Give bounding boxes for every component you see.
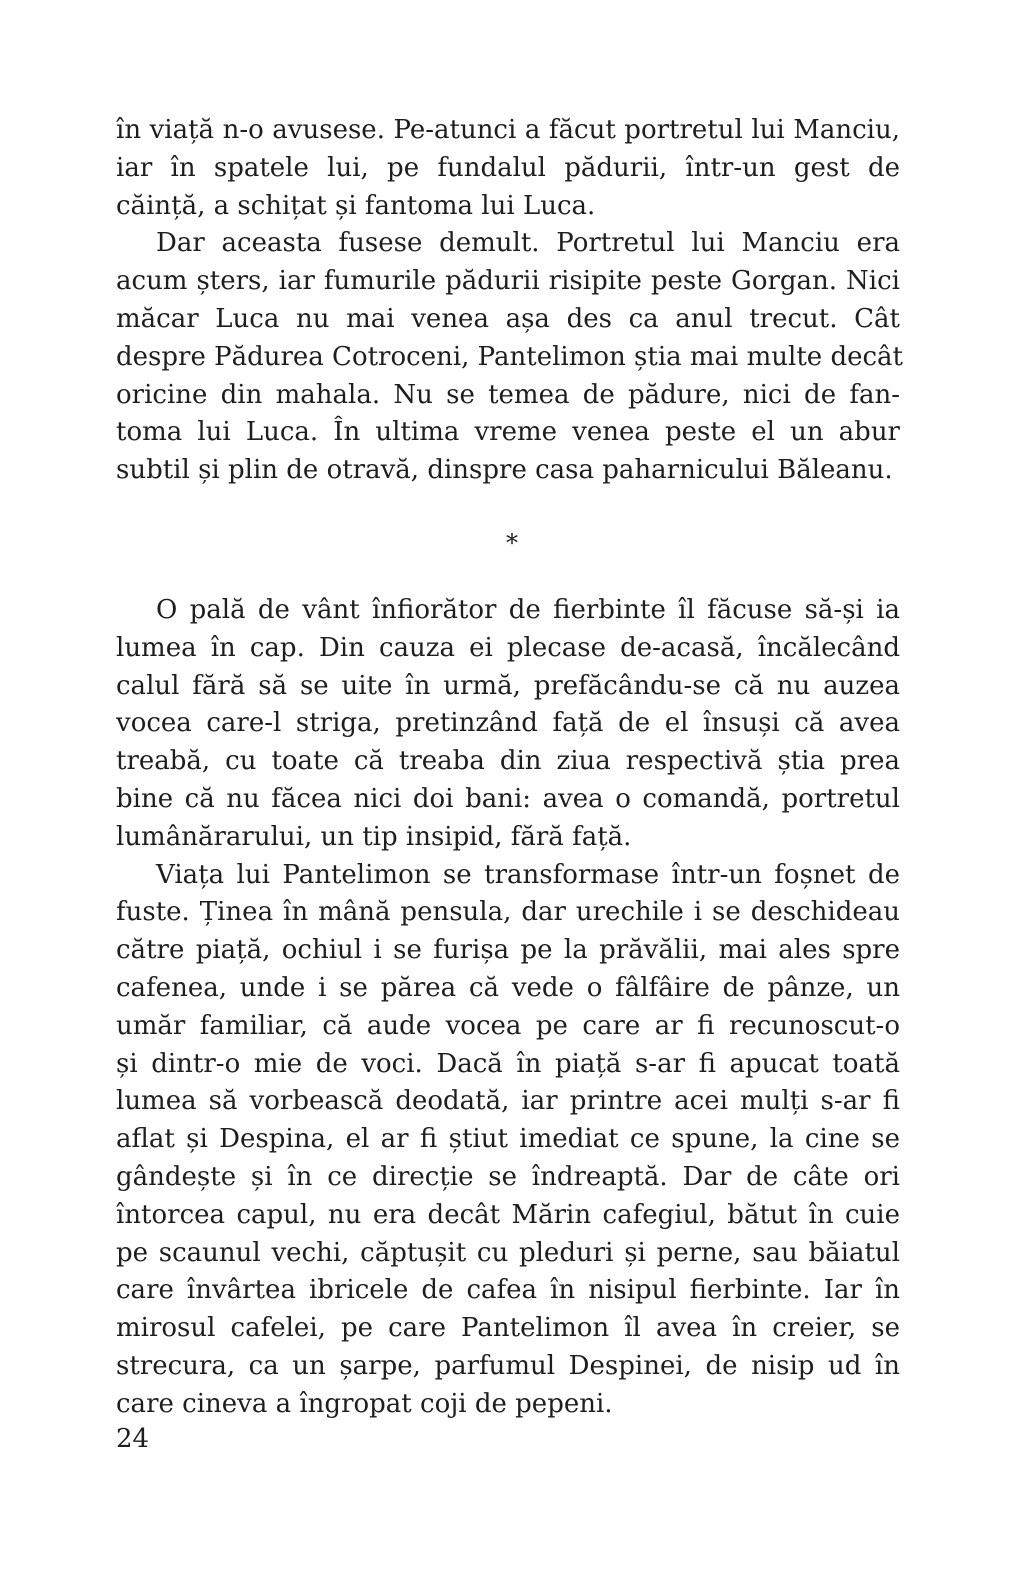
text-section-top: [116, 112, 903, 490]
text-line: și dintr-o mie de voci. Dacă în piață s-ar fi apucat toată: [116, 1048, 900, 1079]
text-line: în viață n-o avusese. Pe-atunci a făcut portretul lui Manciu,: [116, 115, 900, 145]
text-line: care învârtea ibricele de cafea în nisipul fierbinte. Iar în: [116, 1275, 900, 1306]
text-line: lumânărarului, un tip insipid, fără față.: [116, 821, 632, 852]
text-line: acum șters, iar fumurile pădurii risipite peste Gorgan. Nici: [116, 266, 900, 297]
text-line: căință, a schițat și fantoma lui Luca.: [116, 190, 596, 221]
text-line: către piață, ochiul i se furișa pe la prăvălii, mai ales spre: [116, 935, 900, 966]
text-line: umăr familiar, că aude vocea pe care ar fi recunoscut-o: [116, 1010, 900, 1041]
text-line: mirosul cafelei, pe care Pantelimon îl avea în creier, se: [116, 1313, 900, 1344]
page-number: 24: [116, 1424, 150, 1454]
text-line: măcar Luca nu mai venea așa des ca anul trecut. Cât: [116, 303, 900, 334]
text-line: lumea în cap. Din cauza ei plecase de-acasă, încălecând: [116, 632, 900, 663]
text-line: oricine din mahala. Nu se temea de pădure, nici de fan-: [116, 379, 900, 410]
text-line: care cineva a îngropat coji de pepeni.: [116, 1388, 613, 1419]
text-section-bottom: [116, 592, 900, 1424]
text-line: gândește și în ce direcție se îndreaptă. Dar de câte ori: [116, 1161, 900, 1192]
text-line: O pală de vânt înfiorător de fierbinte îl făcuse să-și ia: [156, 595, 900, 625]
text-line: toma lui Luca. În ultima vreme venea peste el un abur: [116, 417, 900, 448]
text-line: bine că nu făcea nici doi bani: avea o comandă, portretul: [116, 783, 900, 814]
text-line: pe scaunul vechi, căptușit cu pleduri și perne, sau băiatul: [116, 1237, 900, 1268]
text-line: fuste. Ținea în mână pensula, dar urechile i se deschideau: [116, 897, 900, 928]
text-line: iar în spatele lui, pe fundalul pădurii, într-un gest de: [116, 152, 900, 183]
text-line: vocea care-l striga, pretinzând față de el însuși că avea: [116, 708, 900, 739]
text-line: întorcea capul, nu era decât Mărin cafegiul, bătut în cuie: [116, 1199, 900, 1230]
text-line: Viața lui Pantelimon se transformase într-un foșnet de: [156, 859, 900, 890]
text-line: cafenea, unde i se părea că vede o fâlfâire de pânze, un: [116, 972, 900, 1003]
text-line: treabă, cu toate că treaba din ziua respectivă știa prea: [116, 746, 900, 777]
text-line: aflat și Despina, el ar fi știut imediat ce spune, la cine se: [116, 1124, 900, 1155]
text-line: despre Pădurea Cotroceni, Pantelimon știa mai multe decât: [116, 341, 903, 372]
text-line: subtil și plin de otravă, dinspre casa paharnicului Băleanu.: [116, 455, 893, 486]
text-line: calul fără să se uite în urmă, prefăcându-se că nu auzea: [116, 670, 900, 701]
text-line: lumea să vorbească deodată, iar printre acei mulți s-ar fi: [116, 1086, 900, 1117]
section-separator: *: [506, 529, 518, 557]
text-line: strecura, ca un șarpe, parfumul Despinei, de nisip ud în: [116, 1350, 900, 1381]
text-line: Dar aceasta fusese demult. Portretul lui Manciu era: [156, 228, 900, 259]
